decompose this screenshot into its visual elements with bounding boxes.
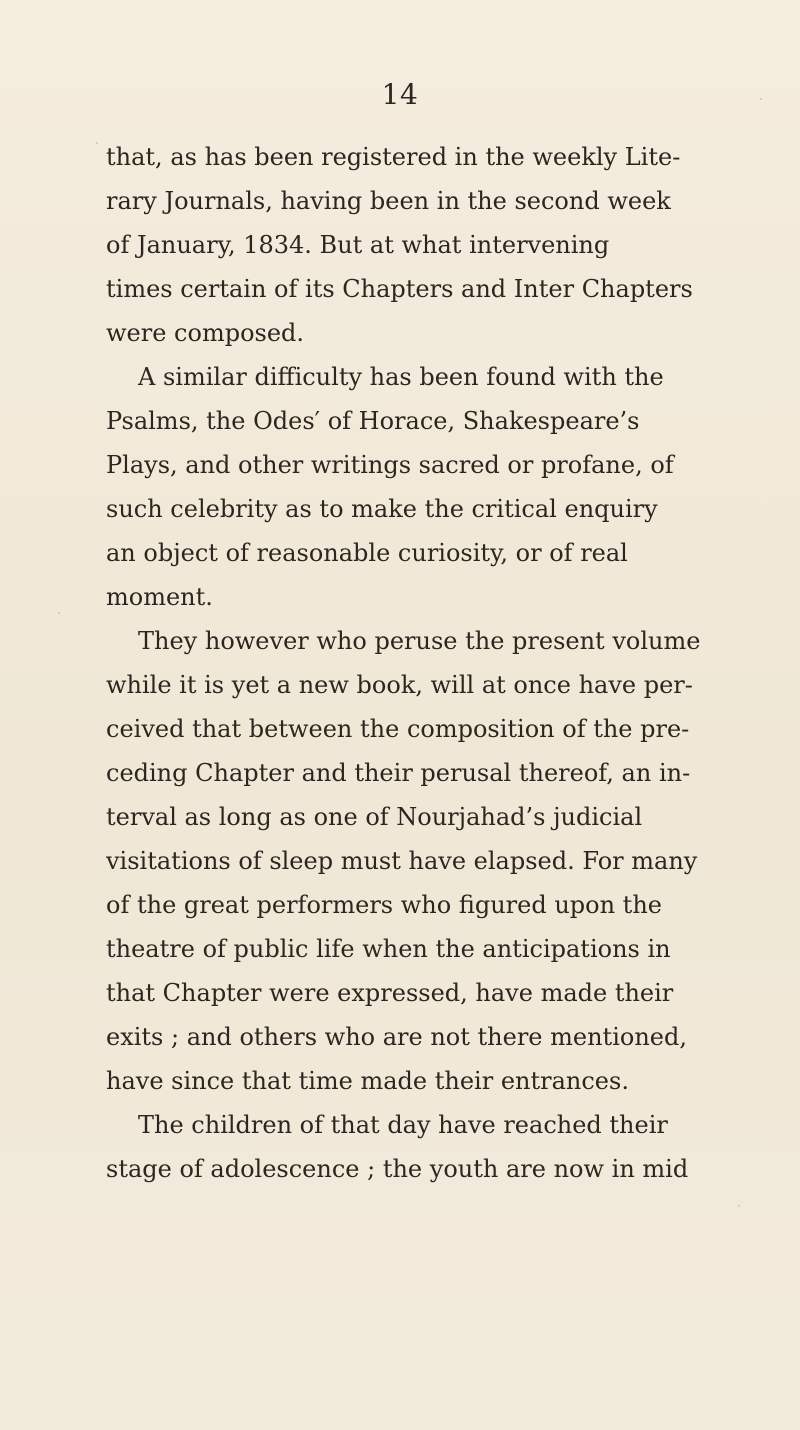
paragraph-start-line: A similar difficulty has been found with the <box>138 363 664 391</box>
paper-speck <box>738 1205 740 1207</box>
text-line: ceived that between the composition of the pre- <box>106 715 690 743</box>
page-number: 14 <box>381 78 419 111</box>
text-line: terval as long as one of Nourjahad’s judicial <box>106 803 643 831</box>
text-line: that Chapter were expressed, have made their <box>106 979 674 1007</box>
text-line: an object of reasonable curiosity, or of real <box>106 539 628 567</box>
text-line: have since that time made their entrances. <box>106 1067 629 1095</box>
text-line: of the great performers who figured upon the <box>106 891 662 919</box>
paragraph-start-line: They however who peruse the present volume <box>138 627 701 655</box>
text-line: visitations of sleep must have elapsed. For many <box>106 847 698 875</box>
text-line: while it is yet a new book, will at once have per- <box>106 671 693 699</box>
text-line: stage of adolescence ; the youth are now in mid <box>106 1155 689 1183</box>
text-line: times certain of its Chapters and Inter Chapters <box>106 275 693 303</box>
text-line: that, as has been registered in the weekly Lite- <box>106 143 681 171</box>
paragraph-start-line: The children of that day have reached their <box>138 1111 668 1139</box>
text-line: of January, 1834. But at what intervening <box>106 231 610 259</box>
text-line: exits ; and others who are not there mentioned, <box>106 1023 687 1051</box>
paper-speck <box>58 612 60 614</box>
text-line: theatre of public life when the anticipations in <box>106 935 671 963</box>
text-line: moment. <box>106 583 213 611</box>
paper-speck <box>96 142 98 144</box>
text-line: ceding Chapter and their perusal thereof, an in- <box>106 759 691 787</box>
text-line: such celebrity as to make the critical enquiry <box>106 495 658 523</box>
text-line: Plays, and other writings sacred or profane, of <box>106 451 674 479</box>
text-line: were composed. <box>106 319 305 347</box>
text-line: rary Journals, having been in the second week <box>106 187 671 215</box>
body-text <box>106 135 746 1191</box>
text-line: Psalms, the Odes′ of Horace, Shakespeare’s <box>106 407 640 435</box>
paper-speck <box>760 98 762 100</box>
